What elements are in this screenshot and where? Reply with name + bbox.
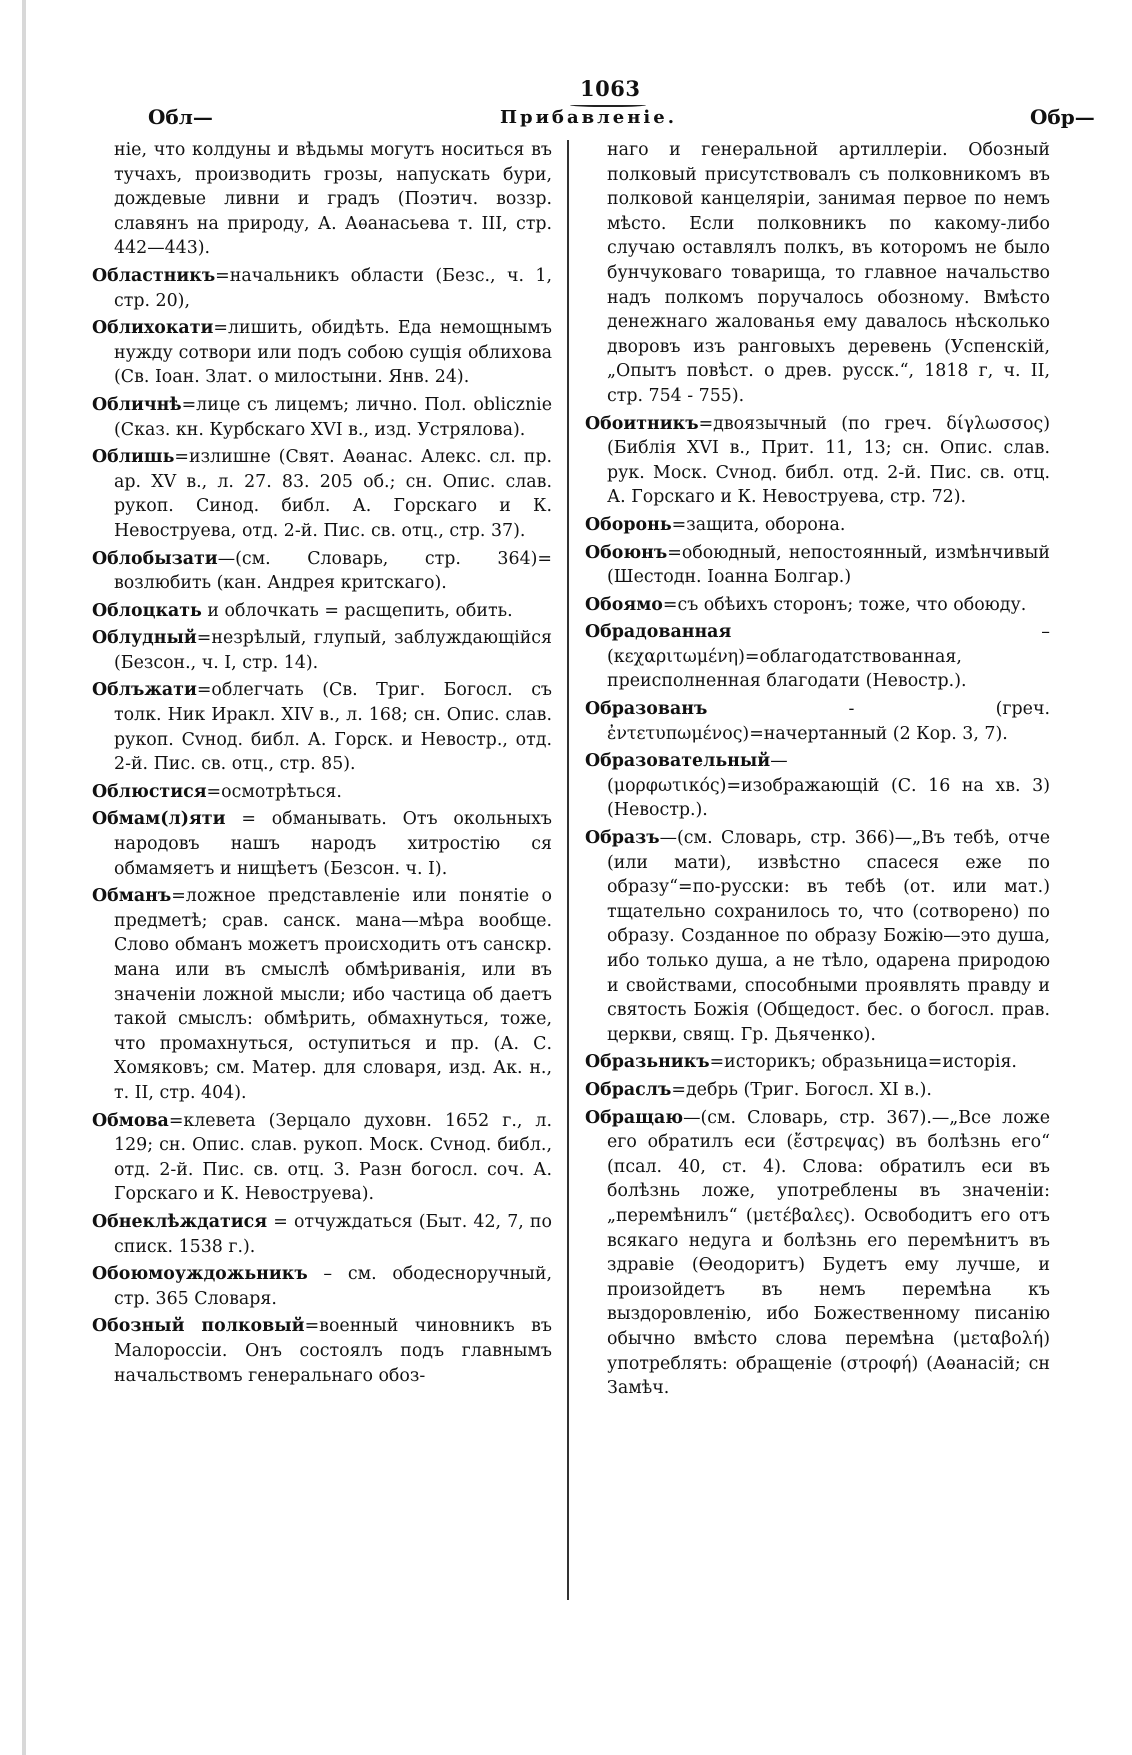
entry-definition: =историкъ; образьница=исторія. bbox=[709, 1052, 1017, 1073]
entry-headword: Облобызати bbox=[92, 548, 218, 569]
entry-headword: Обрадованная bbox=[585, 622, 732, 643]
entry-definition: =обоюдный, непостоянный, измѣнчивый (Шестодн. Іоанна Болгар.) bbox=[607, 542, 1050, 588]
dictionary-entry bbox=[585, 620, 1050, 694]
dictionary-entry bbox=[92, 316, 552, 390]
entry-headword: Областникъ bbox=[92, 265, 216, 286]
dictionary-entry bbox=[92, 884, 552, 1105]
entry-definition: и облочкать = расщепить, обить. bbox=[201, 600, 513, 621]
entry-headword: Образовательный bbox=[585, 751, 771, 772]
dictionary-entry bbox=[585, 697, 1050, 746]
dictionary-entry bbox=[92, 1314, 552, 1388]
entry-definition: =облегчать (Св. Триг. Богосл. съ толк. Ник Иракл. XIV в., л. 168; сн. Опис. слав. рукоп. Сvнод. библ. А. Горск. и Невостр., отд. 2-й. Пис. св. отц., стр. 85). bbox=[114, 680, 552, 775]
entry-headword: Обраслъ bbox=[585, 1079, 672, 1100]
entry-headword: Обнеклѣждатися bbox=[92, 1211, 268, 1232]
entry-headword: Обоюмоуждожьникъ bbox=[92, 1264, 308, 1285]
entry-definition: – см. ободесноручный, стр. 365 Словаря. bbox=[114, 1264, 552, 1309]
entry-headword: Обмам(л)яти bbox=[92, 809, 226, 830]
entry-definition: =клевета (Зерцало духовн. 1652 г., л. 129; сн. Опис. слав. рукоп. Моск. Сvнод. библ., отд. 2-й. Пис. св. отц. 3. Разн богосл. соч. А. Горскаго и К. Невоструева). bbox=[114, 1110, 552, 1205]
entry-definition: ніе, что колдуны и вѣдьмы могутъ носиться въ тучахъ, производить грозы, напускать бури, дождевые ливни и градъ (Поэтич. воззр. славянъ на природу, А. Аѳанасьева т. III, стр. 442—443). bbox=[114, 140, 552, 259]
entry-definition: =съ обѣихъ сторонъ; тоже, что обоюду. bbox=[662, 594, 1027, 615]
dictionary-entry bbox=[92, 547, 552, 596]
dictionary-entry bbox=[92, 599, 552, 624]
dictionary-entry bbox=[585, 513, 1050, 538]
running-head-right: Обр— bbox=[1030, 105, 1095, 129]
dictionary-entry bbox=[92, 1109, 552, 1207]
entry-headword: Оборонь bbox=[585, 514, 672, 535]
entry-headword: Облюстися bbox=[92, 781, 207, 802]
entry-definition: =двоязычный (по греч. δίγλωσσος) (Библія XVI в., Прит. 11, 13; сн. Опис. слав. рук. Моск. Сvнод. библ. отд. 2-й. Пис. св. отц. А. Горскаго и К. Невоструева, стр. 72). bbox=[607, 413, 1050, 508]
dictionary-entry bbox=[92, 678, 552, 776]
entry-headword: Обманъ bbox=[92, 886, 172, 907]
dictionary-entry bbox=[585, 593, 1050, 618]
entry-headword: Образъ bbox=[585, 828, 660, 849]
entry-definition: =ложное представленіе или понятіе о предметѣ; срав. санск. мана—мѣра вообще. Слово обманъ можетъ происходить отъ санскр. мана или въ смыслѣ обмѣриванія, или въ значеніи ложной мысли; ибо частица об даетъ такой смыслъ: обмѣрить, обмахнуться, тоже, что промахнуться, оступиться и пр. (А. С. Хомяковъ; см. Матер. для словаря, изд. Ак. н., т. II, стр. 404). bbox=[114, 886, 552, 1103]
entry-headword: Образованъ bbox=[585, 699, 708, 720]
entry-definition: =осмотрѣться. bbox=[206, 781, 342, 802]
dictionary-entry bbox=[92, 626, 552, 675]
entry-headword: Облихокати bbox=[92, 318, 214, 339]
entry-definition: =военный чиновникъ въ Малороссіи. Онъ состоялъ подъ главнымъ начальствомъ генеральнаго обоз- bbox=[114, 1316, 552, 1386]
dictionary-entry bbox=[92, 807, 552, 881]
dictionary-entry bbox=[585, 1078, 1050, 1103]
column-divider bbox=[567, 140, 569, 1600]
dictionary-entry bbox=[92, 445, 552, 543]
entry-headword: Обозный полковый bbox=[92, 1316, 305, 1337]
entry-headword: Обмова bbox=[92, 1110, 169, 1131]
dictionary-entry bbox=[585, 1106, 1050, 1401]
entry-headword: Облъжати bbox=[92, 680, 197, 701]
entry-headword: Облоцкать bbox=[92, 600, 202, 621]
page-number: 1063 bbox=[580, 76, 641, 101]
section-title: Прибавленіе. bbox=[500, 107, 677, 128]
entry-headword: Образьникъ bbox=[585, 1052, 710, 1073]
right-column bbox=[585, 138, 1050, 1404]
entry-definition: =дебрь (Триг. Богосл. XI в.). bbox=[671, 1079, 932, 1100]
dictionary-entry bbox=[585, 749, 1050, 823]
entry-definition: —(μορφωτικός)=изображающій (С. 16 на хв. 3) (Невостр.). bbox=[607, 751, 1050, 821]
entry-definition: =излишне (Свят. Аѳанас. Алекс. сл. пр. ар. XV в., л. 27. 83. 205 об.; сн. Опис. слав. рукоп. Синод. библ. А. Горскаго и К. Невоструева, отд. 2-й. Пис. св. отц., стр. 37). bbox=[114, 447, 552, 541]
dictionary-entry bbox=[585, 826, 1050, 1047]
entry-definition: наго и генеральной артиллеріи. Обозный полковый присутствовалъ съ полковникомъ въ полковой канцеляріи, занимая первое по немъ мѣсто. Если полковникъ по какому-либо случаю оставлялъ полкъ, въ которомъ не было бунчуковаго товарища, то главное начальство надъ полкомъ поручалось обозному. Вмѣсто денежнаго жалованья ему давалось нѣсколько дворовъ изъ ранговыхъ деревень (Успенскій, „Опытъ повѣст. о древ. русск.“, 1818 г, ч. II, стр. 754 - 755). bbox=[607, 140, 1050, 406]
running-head-left: Обл— bbox=[148, 105, 213, 129]
entry-headword: Обоюнъ bbox=[585, 542, 668, 563]
entry-headword: Обоитникъ bbox=[585, 413, 699, 434]
entry-headword: Обличнѣ bbox=[92, 394, 182, 415]
entry-definition: =начальникъ области (Безс., ч. 1, стр. 20), bbox=[114, 265, 552, 311]
entry-definition: =лице съ лицемъ; лично. Пол. obliсznie (Сказ. кн. Курбскаго XVI в., изд. Устрялова). bbox=[114, 394, 552, 440]
entry-definition: – (κεχαριτωμένη)=облагодатствованная, преисполненная благодати (Невостр.). bbox=[607, 622, 1050, 692]
dictionary-entry bbox=[92, 393, 552, 442]
entry-definition: =лишить, обидѣть. Еда немощнымъ нужду сотвори или подъ собою сущія облихова (Св. Іоан. Злат. о милостыни. Янв. 24). bbox=[114, 318, 552, 388]
entry-continuation bbox=[92, 138, 552, 261]
entry-definition: - (греч. ἐντετυπωμένος)=начертанный (2 Кор. 3, 7). bbox=[607, 699, 1050, 744]
entry-definition: = обманывать. Отъ окольныхъ народовъ нашъ народъ хитростію ся обмамяетъ и нищѣетъ (Безсон. ч. I). bbox=[114, 809, 552, 879]
entry-headword: Обращаю bbox=[585, 1107, 684, 1128]
left-column bbox=[92, 138, 552, 1391]
dictionary-entry bbox=[92, 780, 552, 805]
entry-definition: —(см. Словарь, стр. 364)= возлюбить (кан. Андрея критскаго). bbox=[114, 548, 552, 594]
entry-headword: Облишь bbox=[92, 447, 175, 468]
entry-definition: —(см. Словарь, стр. 366)—„Въ тебѣ, отче (или мати), извѣстно спасеся еже по образу“=по-русски: въ тебѣ (от. или мат.) тщательно сохранилось то, что (сотворено) по образу. Созданное по образу Божію—это душа, ибо только душа, а не тѣло, одарена природою и свойствами, способными проявлять правду и святость Божія (Общедост. бес. о богосл. прав. церкви, свящ. Гр. Дьяченко). bbox=[607, 828, 1050, 1045]
entry-headword: Облудный bbox=[92, 628, 197, 649]
entry-definition: =незрѣлый, глупый, заблуждающійся (Безсон., ч. I, стр. 14). bbox=[114, 628, 552, 673]
dictionary-entry bbox=[92, 1210, 552, 1259]
entry-definition: = отчуждаться (Быт. 42, 7, по списк. 1538 г.). bbox=[114, 1211, 552, 1257]
entry-continuation bbox=[585, 138, 1050, 409]
dictionary-entry bbox=[585, 541, 1050, 590]
page-spine-shadow bbox=[22, 0, 26, 1755]
dictionary-entry bbox=[585, 412, 1050, 510]
entry-headword: Обоямо bbox=[585, 594, 663, 615]
entry-definition: —(см. Словарь, стр. 367).—„Все ложе его обратилъ еси (ἔστρεψας) въ болѣзнь его“ (псал. 40, ст. 4). Слова: обратилъ еси въ болѣзнь ложе, употреблены въ значеніи: „перемѣнилъ“ (μετέβαλες). Освободитъ его отъ всякаго недуга и болѣзнь его перемѣнитъ въ здравіе (Ѳеодоритъ) Будетъ ему лучше, и произойдетъ въ немъ перемѣна къ выздоровленію, ибо Божественному писанію обычно вмѣсто слова перемѣна (μεταβολή) употреблять: обращеніе (στροφή) (Аѳанасій; сн Замѣч. bbox=[607, 1107, 1050, 1399]
dictionary-entry bbox=[585, 1050, 1050, 1075]
entry-definition: =защита, оборона. bbox=[671, 514, 846, 535]
dictionary-entry bbox=[92, 264, 552, 313]
dictionary-entry bbox=[92, 1262, 552, 1311]
